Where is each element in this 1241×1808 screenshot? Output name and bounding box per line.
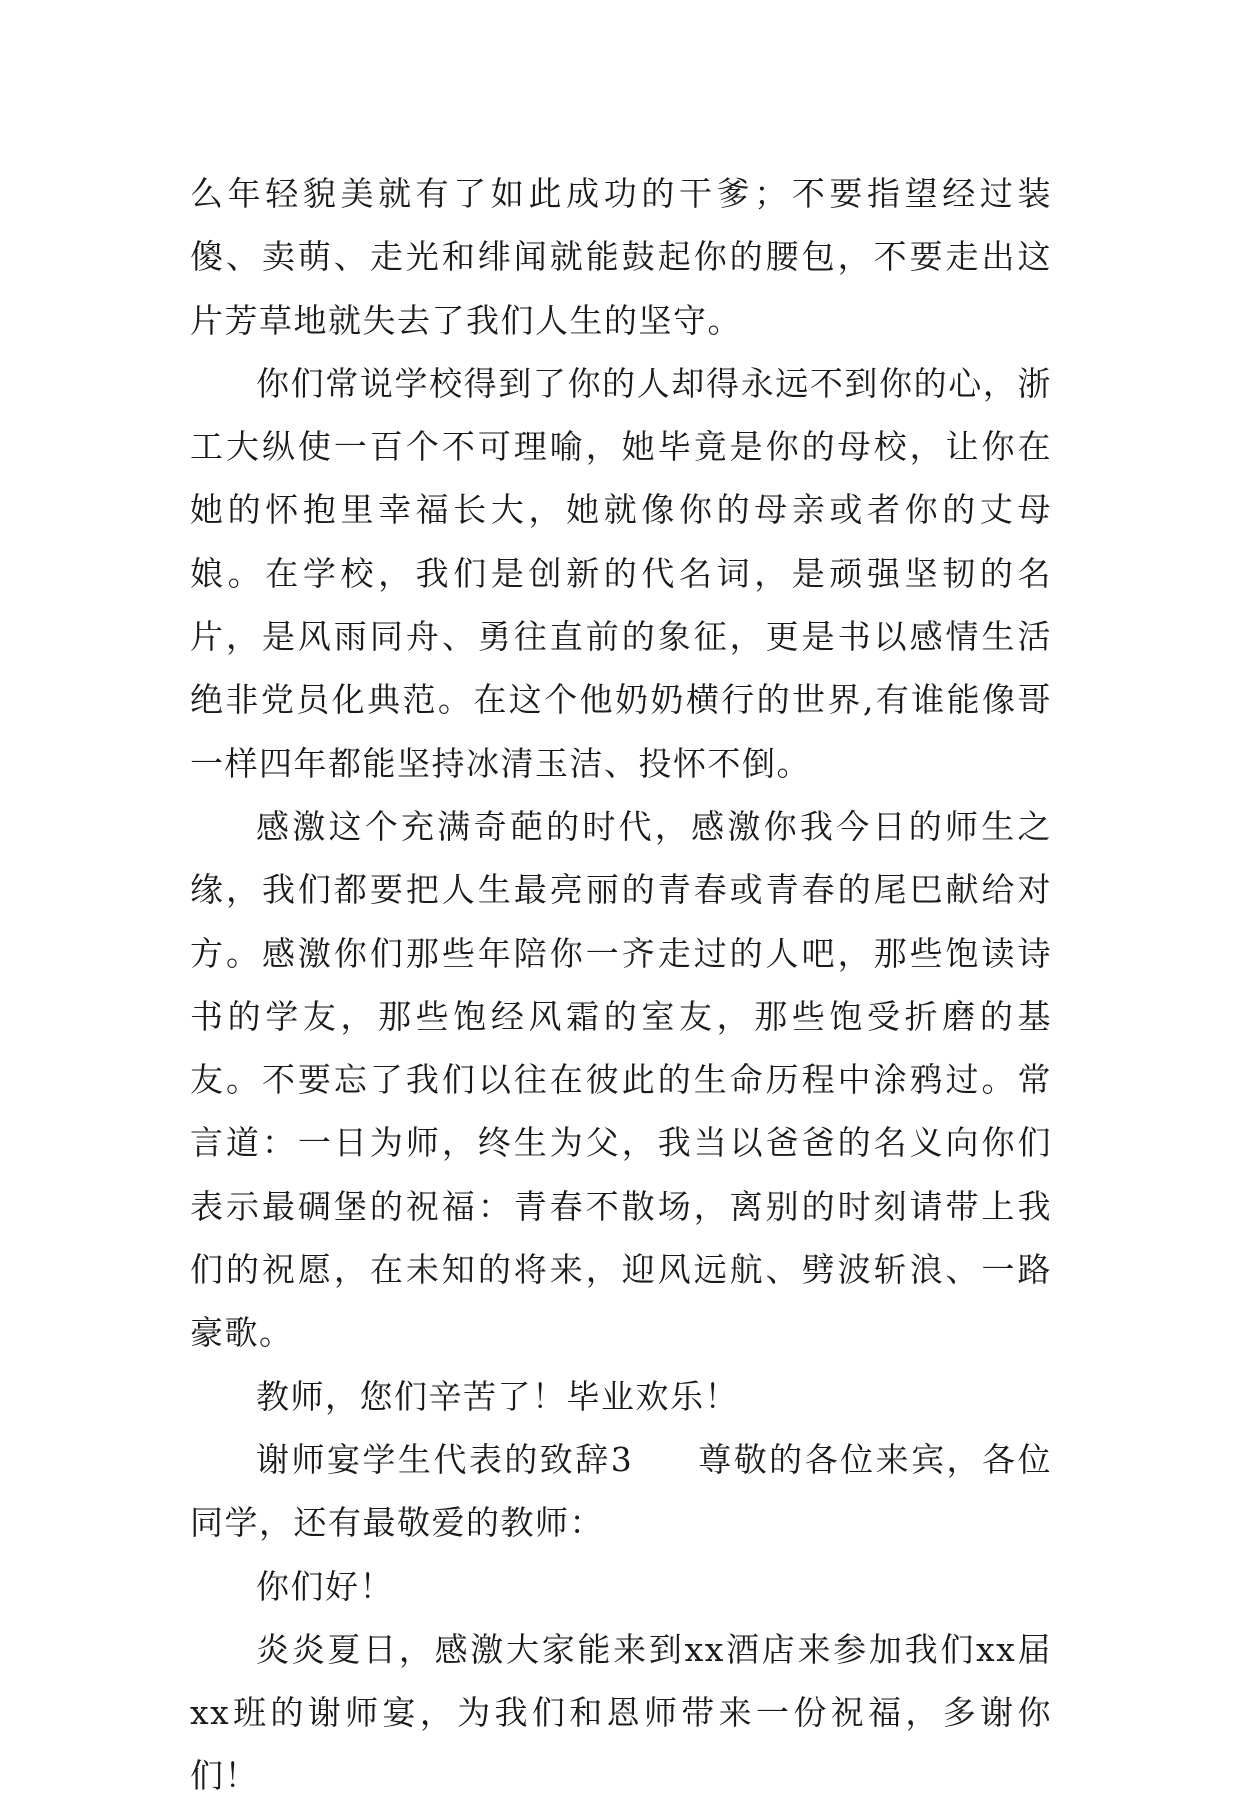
paragraph-greeting: 你们好！ [256,1566,394,1606]
speech-heading: 谢师宴学生代表的致辞3 [256,1439,634,1479]
paragraph-summer: 炎炎夏日，感激大家能来到xx酒店来参加我们xx届xx班的谢师宴，为我们和恩师带来一份祝福，多谢你们！ [190,1629,1052,1796]
paragraph-gratitude: 感激这个充满奇葩的时代，感激你我今日的师生之缘，我们都要把人生最亮丽的青春或青春的尾巴献给对方。感激你们那些年陪你一齐走过的人吧，那些饱读诗书的学友，那些饱经风霜的室友，那些饱受折磨的基友。不要忘了我们以往在彼此的生命历程中涂鸦过。常言道：一日为师，终生为父，我当以爸爸的名义向你们表示最碉堡的祝福：青春不散场，离别的时刻请带上我们的祝愿，在未知的将来，迎风远航、劈波斩浪、一路豪歌。 [190,806,1052,1353]
paragraph-continuation: 么年轻貌美就有了如此成功的干爹；不要指望经过装傻、卖萌、走光和绯闻就能鼓起你的腰包，不要走出这片芳草地就失去了我们人生的坚守。 [190,174,1052,340]
paragraph-school: 你们常说学校得到了你的人却得永远不到你的心，浙工大纵使一百个不可理喻，她毕竟是你的母校，让你在她的怀抱里幸福长大，她就像你的母亲或者你的丈母娘。在学校，我们是创新的代名词，是顽强坚韧的名片，是风雨同舟、勇往直前的象征，更是书以感情生活绝非党员化典范。在这个他奶奶横行的世界,有谁能像哥一样四年都能坚持冰清玉洁、投怀不倒。 [190,363,1052,783]
paragraph-speech-3 [190,1428,1052,1555]
speech-salutation: 尊敬的各位来宾，各位同学，还有最敬爱的教师： [190,1439,1053,1543]
document-body [190,162,1052,1808]
paragraph-thanks-teachers: 教师，您们辛苦了！毕业欢乐！ [256,1376,739,1416]
